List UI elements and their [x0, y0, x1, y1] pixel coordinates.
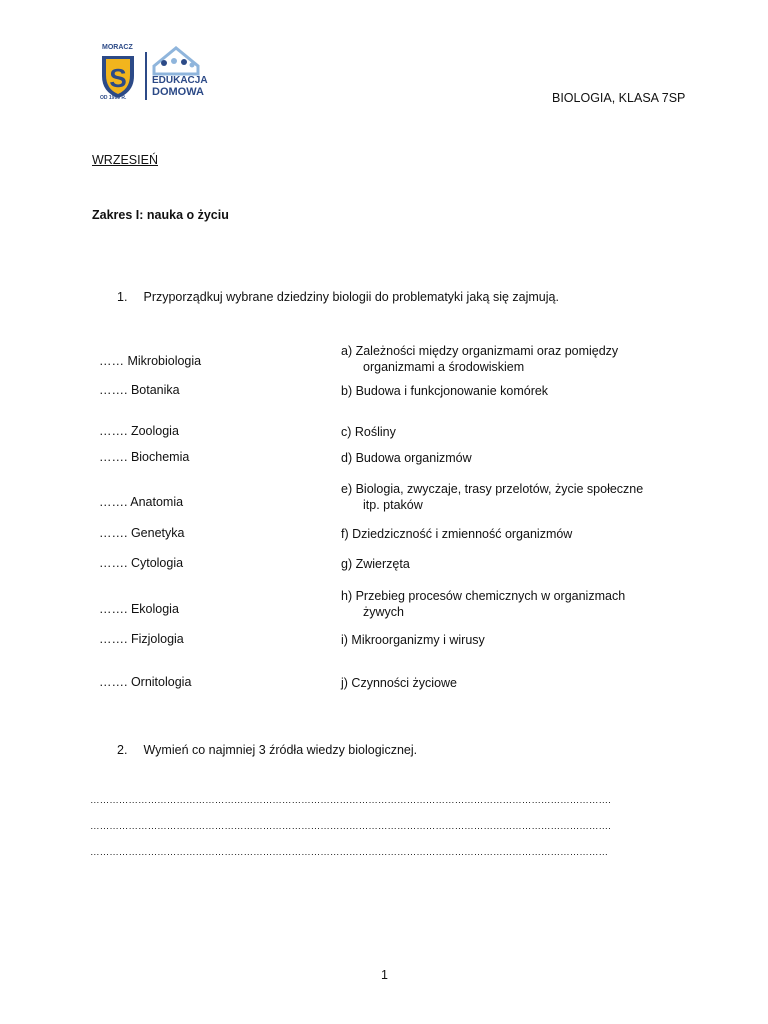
- subject-header: BIOLOGIA, KLASA 7SP: [552, 91, 686, 105]
- page-number: 1: [381, 968, 388, 982]
- description-item: [341, 383, 681, 399]
- description-line: organizmami a środowiskiem: [363, 360, 525, 374]
- description-item: [341, 343, 681, 375]
- answer-line[interactable]: ……………………………………………………………………………………………………………………………………………….: [90, 795, 611, 806]
- field-item: ……. Biochemia: [99, 450, 190, 464]
- description-item: [341, 588, 681, 620]
- question-2-text: Wymień co najmniej 3 źródła wiedzy biologicznej.: [143, 743, 418, 757]
- logo-school-bottom: OD 1999 R.: [100, 95, 127, 101]
- description-item: [341, 450, 681, 466]
- question-1-number: 1.: [117, 290, 128, 304]
- field-item: ……. Ekologia: [99, 602, 179, 616]
- description-item: [341, 632, 681, 648]
- month-heading: WRZESIEŃ: [92, 153, 158, 167]
- description-line: f) Dziedziczność i zmienność organizmów: [341, 527, 573, 541]
- description-line: a) Zależności między organizmami oraz pomiędzy: [341, 344, 619, 358]
- field-item: ……. Genetyka: [99, 526, 185, 540]
- field-item: ……. Fizjologia: [99, 632, 184, 646]
- logo-line2: DOMOWA: [152, 86, 204, 98]
- description-line: d) Budowa organizmów: [341, 451, 472, 465]
- description-line: g) Zwierzęta: [341, 557, 410, 571]
- field-item: ……. Anatomia: [99, 495, 184, 509]
- description-line: h) Przebieg procesów chemicznych w organizmach: [341, 589, 626, 603]
- answer-line[interactable]: ………………………………………………………………………………………………………………………………………………: [90, 847, 609, 858]
- field-item: ……. Zoologia: [99, 424, 179, 438]
- question-2-number: 2.: [117, 743, 128, 757]
- question-1-text: Przyporządkuj wybrane dziedziny biologii do problematyki jaką się zajmują.: [143, 290, 559, 304]
- section-heading: Zakres I: nauka o życiu: [92, 208, 229, 222]
- description-item: [341, 675, 681, 691]
- description-item: [341, 424, 681, 440]
- logo-line1: EDUKACJA: [152, 75, 208, 86]
- field-item: ……. Ornitologia: [99, 675, 192, 689]
- description-item: [341, 526, 681, 542]
- description-item: [341, 481, 681, 513]
- question-1: [117, 290, 559, 304]
- field-item: ……. Cytologia: [99, 556, 184, 570]
- answer-line[interactable]: ……………………………………………………………………………………………………………………………………………….: [90, 821, 611, 832]
- description-line: e) Biologia, zwyczaje, trasy przelotów, życie społeczne: [341, 482, 644, 496]
- field-item: ……. Botanika: [99, 383, 180, 397]
- description-line: itp. ptaków: [363, 498, 423, 512]
- description-line: i) Mikroorganizmy i wirusy: [341, 633, 485, 647]
- question-2: [117, 743, 417, 757]
- school-logo: [100, 44, 212, 104]
- description-item: [341, 556, 681, 572]
- description-line: c) Rośliny: [341, 425, 396, 439]
- description-line: b) Budowa i funkcjonowanie komórek: [341, 384, 549, 398]
- logo-school-top: MORACZ: [102, 44, 133, 51]
- field-item: …… Mikrobiologia: [99, 354, 202, 368]
- description-line: j) Czynności życiowe: [341, 676, 458, 690]
- svg-text:S: S: [109, 63, 127, 93]
- description-line: żywych: [363, 605, 404, 619]
